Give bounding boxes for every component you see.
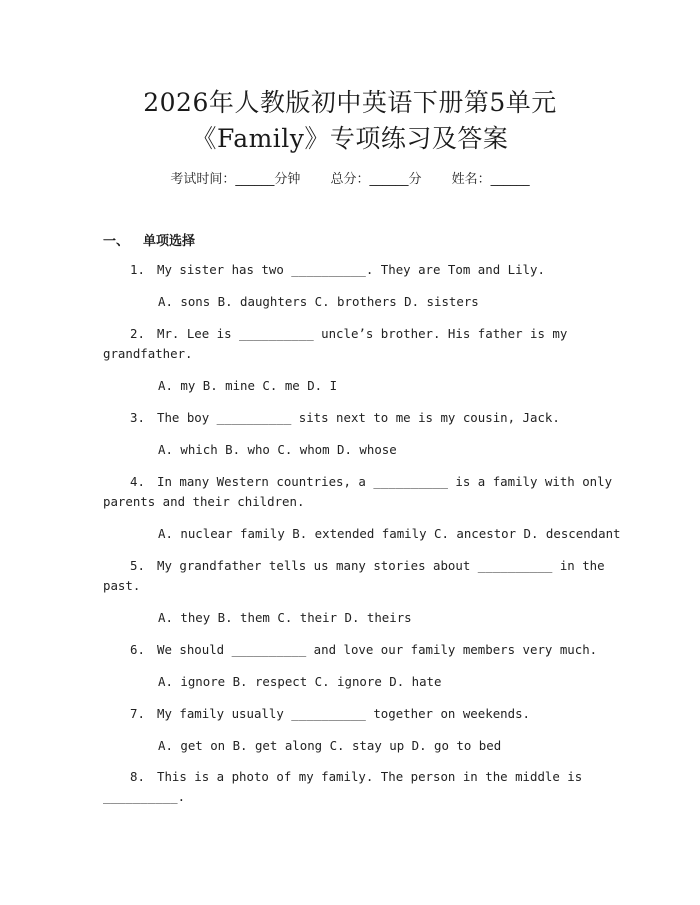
section-number: 一、	[103, 234, 130, 249]
question-3-options: A. which B. who C. whom D. whose	[158, 442, 397, 457]
question-6	[130, 642, 597, 657]
section-title: 单项选择	[143, 234, 196, 249]
question-number: 3.	[130, 410, 145, 425]
question-2-continuation: grandfather.	[103, 346, 193, 361]
question-number: 4.	[130, 474, 145, 489]
question-text: My family usually __________ together on weekends.	[157, 706, 530, 721]
question-number: 6.	[130, 642, 145, 657]
question-text: This is a photo of my family. The person in the middle is	[157, 769, 583, 784]
exam-name-field: 姓名：______	[451, 172, 530, 187]
question-number: 7.	[130, 706, 145, 721]
question-text: The boy __________ sits next to me is my cousin, Jack.	[157, 410, 560, 425]
question-7-options: A. get on B. get along C. stay up D. go to bed	[158, 738, 502, 753]
question-4-options: A. nuclear family B. extended family C. ancestor D. descendant	[158, 526, 621, 541]
question-number: 8.	[130, 769, 145, 784]
question-6-options: A. ignore B. respect C. ignore D. hate	[158, 674, 442, 689]
document-title-line2: 《Family》专项练习及答案	[191, 124, 509, 153]
question-number: 1.	[130, 262, 145, 277]
question-5-options: A. they B. them C. their D. theirs	[158, 610, 412, 625]
question-5-continuation: past.	[103, 578, 141, 593]
question-5	[130, 558, 605, 573]
question-text: My grandfather tells us many stories about __________ in the	[157, 558, 605, 573]
document-title-line1: 2026年人教版初中英语下册第5单元	[143, 88, 557, 117]
question-1	[130, 262, 545, 277]
question-4-continuation: parents and their children.	[103, 494, 305, 509]
question-1-options: A. sons B. daughters C. brothers D. sisters	[158, 294, 479, 309]
question-7	[130, 706, 530, 721]
question-2	[130, 326, 567, 341]
question-number: 2.	[130, 326, 145, 341]
exam-score-field: 总分：______分	[330, 172, 422, 187]
question-text: We should __________ and love our family members very much.	[157, 642, 598, 657]
question-8-continuation: __________.	[103, 789, 186, 804]
question-text: In many Western countries, a __________ is a family with only	[157, 474, 613, 489]
exam-meta	[0, 168, 700, 187]
question-8	[130, 769, 582, 784]
exam-time-field: 考试时间：______分钟	[170, 172, 301, 187]
question-3	[130, 410, 560, 425]
question-2-options: A. my B. mine C. me D. I	[158, 378, 338, 393]
question-text: My sister has two __________. They are Tom and Lily.	[157, 262, 545, 277]
question-number: 5.	[130, 558, 145, 573]
question-4	[130, 474, 612, 489]
section-heading	[103, 230, 195, 249]
question-text: Mr. Lee is __________ uncle’s brother. His father is my	[157, 326, 568, 341]
